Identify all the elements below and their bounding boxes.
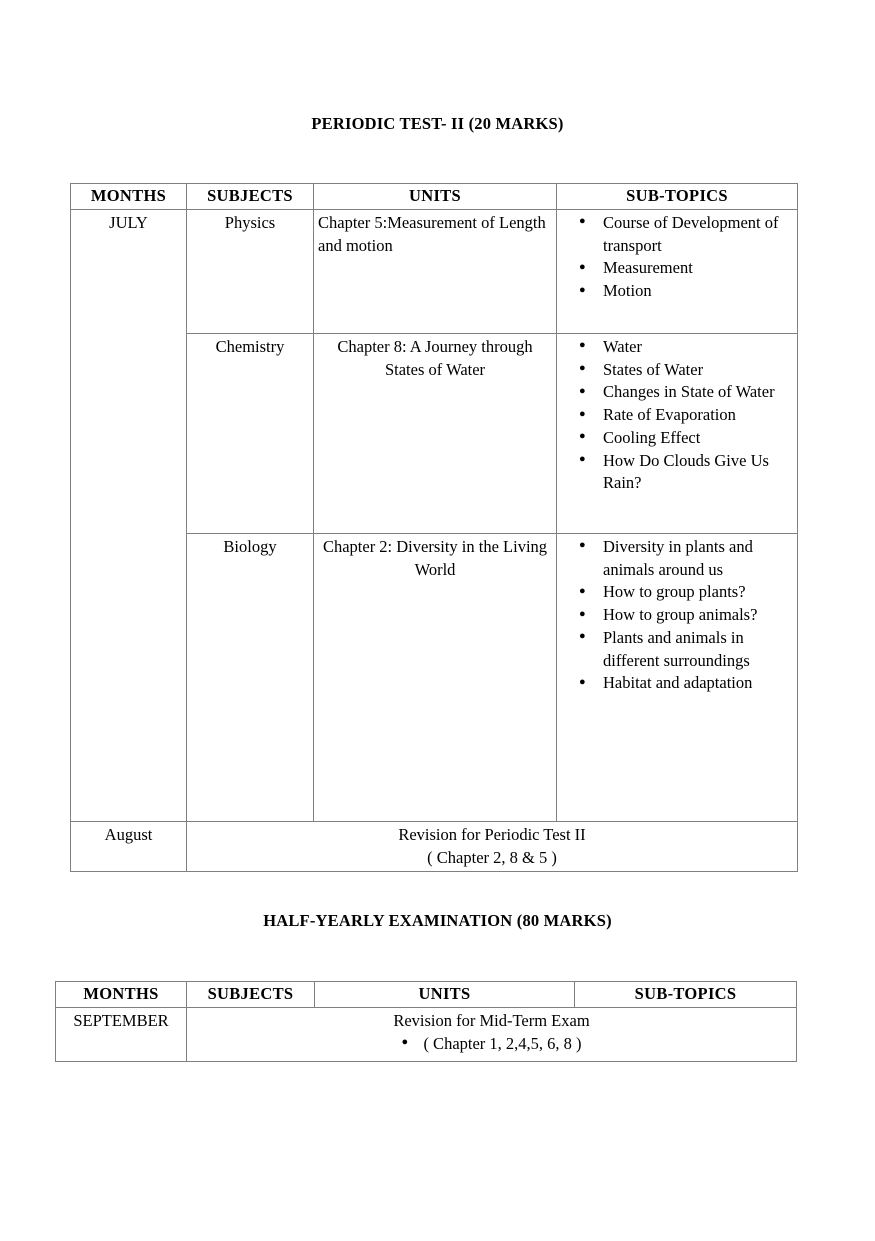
table-row [56, 1007, 797, 1061]
revision-line-1: Revision for Periodic Test II [398, 824, 586, 844]
list-item: ● Water [579, 336, 793, 359]
subtopic-list [561, 336, 793, 495]
column-header-subjects: SUBJECTS [187, 184, 314, 210]
cell-month-august: August [71, 821, 187, 872]
cell-month-september: SEPTEMBER [56, 1007, 187, 1061]
cell-subtopics-biology [557, 533, 798, 821]
revision-line-1: Revision for Mid-Term Exam [393, 1010, 590, 1030]
periodic-test-heading: PERIODIC TEST- II (20 MARKS) [311, 114, 564, 133]
column-header-subjects: SUBJECTS [187, 982, 315, 1008]
list-item: ● Measurement [579, 257, 793, 280]
column-header-subtopics: SUB-TOPICS [575, 982, 797, 1008]
table-row [71, 821, 798, 872]
periodic-test-table [70, 183, 798, 872]
cell-revision-mid-term [187, 1007, 797, 1061]
half-yearly-heading: HALF-YEARLY EXAMINATION (80 MARKS) [263, 911, 612, 930]
list-item: ● Cooling Effect [579, 427, 793, 450]
list-item: ● Diversity in plants and animals around us [579, 536, 793, 582]
list-item: ● Changes in State of Water [579, 381, 793, 404]
revision-line-2: ( Chapter 2, 8 & 5 ) [427, 847, 557, 867]
subtopic-list [561, 536, 793, 695]
cell-subtopics-physics [557, 209, 798, 333]
table-header-row [71, 184, 798, 210]
list-item: ● How to group animals? [579, 604, 793, 627]
cell-subject-physics: Physics [187, 209, 314, 333]
cell-subject-chemistry: Chemistry [187, 333, 314, 533]
cell-month-july: JULY [71, 209, 187, 821]
half-yearly-table [55, 981, 797, 1062]
list-item: ● Plants and animals in different surroundings [579, 627, 793, 673]
column-header-subtopics: SUB-TOPICS [557, 184, 798, 210]
cell-unit-physics: Chapter 5:Measurement of Length and motion [314, 209, 557, 333]
table-header-row [56, 982, 797, 1008]
cell-unit-chemistry: Chapter 8: A Journey through States of Water [314, 333, 557, 533]
list-item: ● States of Water [579, 359, 793, 382]
column-header-months: MONTHS [71, 184, 187, 210]
list-item: ● How to group plants? [579, 581, 793, 604]
subtopic-list [561, 212, 793, 303]
list-item: ● Habitat and adaptation [579, 672, 793, 695]
list-item: ● Motion [579, 280, 793, 303]
list-item: ● How Do Clouds Give Us Rain? [579, 450, 793, 496]
column-header-units: UNITS [315, 982, 575, 1008]
revision-bullet-list [191, 1033, 792, 1056]
cell-subject-biology: Biology [187, 533, 314, 821]
cell-unit-biology: Chapter 2: Diversity in the Living World [314, 533, 557, 821]
table-row [71, 209, 798, 333]
list-item: ● Rate of Evaporation [579, 404, 793, 427]
column-header-units: UNITS [314, 184, 557, 210]
list-item: ● ( Chapter 1, 2,4,5, 6, 8 ) [401, 1033, 581, 1056]
cell-revision-periodic-test [187, 821, 798, 872]
cell-subtopics-chemistry [557, 333, 798, 533]
column-header-months: MONTHS [56, 982, 187, 1008]
list-item: ● Course of Development of transport [579, 212, 793, 258]
